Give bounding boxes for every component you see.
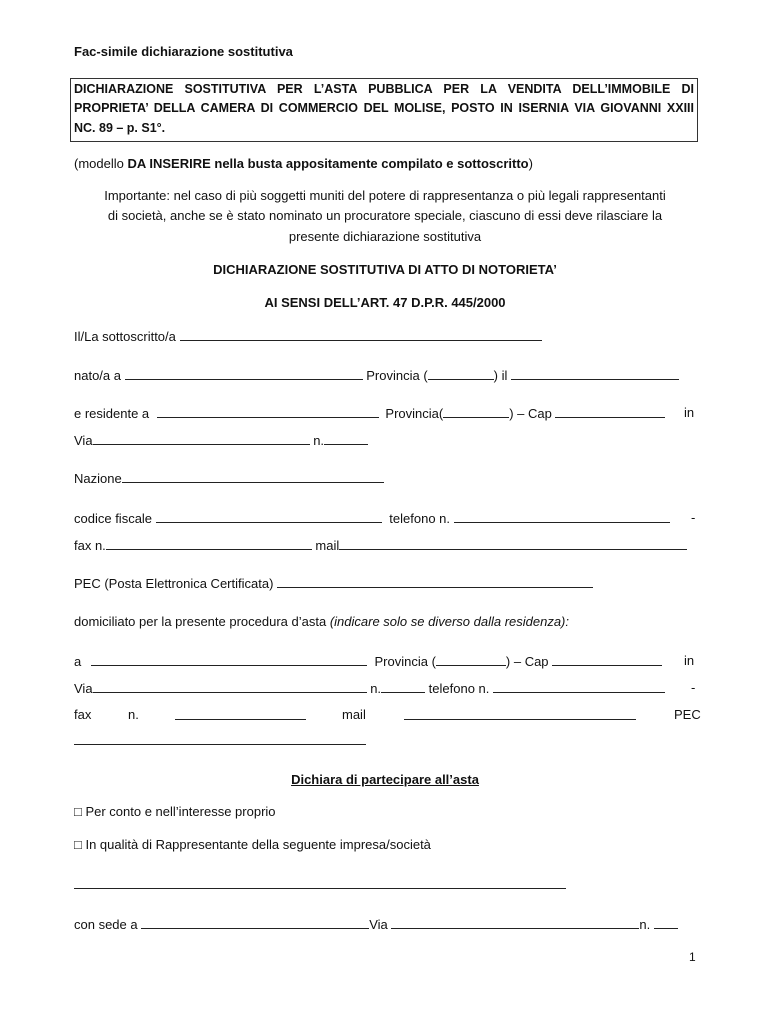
label-in-dom: in [684, 653, 695, 668]
importante-line-3: presente dichiarazione sostitutiva [288, 229, 482, 244]
field-telefono[interactable] [454, 510, 670, 523]
field-via-sede[interactable] [391, 916, 639, 929]
field-fax-dom-wrap [175, 707, 306, 723]
label-nato: nato/a a [74, 368, 121, 383]
modello-bold: DA INSERIRE nella busta appositamente compilato e sottoscritto [127, 156, 529, 171]
label-domiciliato-note: (indicare solo se diverso dalla residenza): [329, 614, 570, 629]
dash-1: - [691, 510, 696, 525]
field-luogo-nascita[interactable] [125, 367, 363, 380]
label-pec-dom: PEC [674, 707, 701, 722]
label-n-dom: n. [370, 681, 382, 696]
field-via[interactable] [93, 432, 310, 445]
field-provincia-dom[interactable] [436, 653, 506, 666]
field-domicilio[interactable] [91, 653, 367, 666]
field-pec-dom[interactable] [74, 732, 366, 745]
field-fax[interactable] [106, 537, 312, 550]
row-sede [74, 916, 678, 932]
option-rappresentante[interactable]: □ In qualità di Rappresentante della seguente impresa/società [74, 837, 431, 852]
field-data-nascita[interactable] [511, 367, 679, 380]
field-via-dom[interactable] [93, 680, 367, 693]
field-provincia-res[interactable] [443, 405, 509, 418]
field-civico-sede[interactable] [654, 916, 678, 929]
modello-post: ) [528, 156, 533, 171]
label-mail: mail [315, 538, 340, 553]
section-dichiara: Dichiara di partecipare all’asta [291, 772, 479, 787]
row-domiciliato [74, 614, 569, 629]
field-nazione[interactable] [122, 470, 384, 483]
row-codice-fiscale [74, 510, 670, 526]
title-box [70, 78, 698, 142]
label-in: in [684, 405, 695, 420]
label-n-fax-dom: n. [128, 707, 139, 722]
field-fax-dom[interactable] [175, 707, 306, 720]
field-cap[interactable] [555, 405, 665, 418]
label-provincia-res: Provincia( [385, 406, 444, 421]
label-telefono-dom: telefono n. [428, 681, 490, 696]
label-via-sede: Via [369, 917, 388, 932]
label-cap: ) – Cap [509, 406, 552, 421]
dash-2: - [691, 680, 696, 695]
row-via-dom [74, 680, 665, 696]
label-telefono: telefono n. [389, 511, 451, 526]
page-number: 1 [689, 950, 696, 964]
field-societa[interactable] [74, 876, 566, 889]
row-pec [74, 575, 593, 591]
field-civico[interactable] [324, 432, 368, 445]
label-codice-fiscale: codice fiscale [74, 511, 153, 526]
label-provincia-dom: Provincia ( [374, 654, 436, 669]
row-fax [74, 537, 687, 553]
label-sottoscritto: Il/La sottoscritto/a [74, 329, 176, 344]
field-codice-fiscale[interactable] [156, 510, 382, 523]
label-domiciliato: domiciliato per la presente procedura d’asta [74, 614, 327, 629]
field-societa-wrap [74, 876, 566, 892]
field-residenza[interactable] [157, 405, 379, 418]
label-mail-dom: mail [342, 707, 366, 722]
label-cap-dom: ) – Cap [505, 654, 549, 669]
label-provincia: Provincia ( [366, 368, 428, 383]
row-sottoscritto [74, 328, 542, 344]
row-domicilio-a [74, 653, 662, 669]
title-box-line-2: PROPRIETA’ DELLA CAMERA DI COMMERCIO DEL MOLISE, POSTO IN ISERNIA VIA GIOVANNI XXIII [74, 101, 694, 115]
label-a: a [74, 654, 82, 669]
section-title-notorieta: DICHIARAZIONE SOSTITUTIVA DI ATTO DI NOTORIETA’ [213, 262, 557, 277]
modello-note [74, 156, 533, 171]
modello-pre: (modello [74, 156, 128, 171]
importante-line-2: di società, anche se è stato nominato un procuratore speciale, ciascuno di essi deve rilasciare la [107, 208, 663, 223]
field-pec[interactable] [277, 575, 593, 588]
row-residente [74, 405, 665, 421]
page-header: Fac-simile dichiarazione sostitutiva [74, 44, 293, 59]
title-box-line-3: NC. 89 – p. S1°. [74, 121, 166, 135]
title-box-line-1: DICHIARAZIONE SOSTITUTIVA PER L’ASTA PUBBLICA PER LA VENDITA DELL’IMMOBILE DI [74, 82, 694, 96]
label-n-sede: n. [639, 917, 651, 932]
option-proprio[interactable]: □ Per conto e nell’interesse proprio [74, 804, 276, 819]
label-via: Via [74, 433, 93, 448]
field-mail[interactable] [339, 537, 687, 550]
field-pec-dom-wrap [74, 732, 366, 748]
label-fax-n: fax n. [74, 538, 106, 553]
label-pec-full: PEC (Posta Elettronica Certificata) [74, 576, 274, 591]
field-civico-dom[interactable] [381, 680, 425, 693]
row-nato [74, 367, 679, 383]
field-sottoscritto[interactable] [180, 328, 542, 341]
field-telefono-dom[interactable] [493, 680, 665, 693]
field-sede[interactable] [141, 916, 369, 929]
row-via [74, 432, 368, 448]
field-provincia-nascita[interactable] [428, 367, 494, 380]
label-il: ) il [493, 368, 508, 383]
field-mail-dom-wrap [404, 707, 636, 723]
label-via-dom: Via [74, 681, 93, 696]
label-nazione: Nazione [74, 471, 122, 486]
section-title-dpr: AI SENSI DELL’ART. 47 D.P.R. 445/2000 [264, 295, 506, 310]
label-fax-dom: fax [74, 707, 92, 722]
importante-line-1: Importante: nel caso di più soggetti muniti del potere di rappresentanza o più legali rappresentanti [104, 188, 666, 203]
field-mail-dom[interactable] [404, 707, 636, 720]
field-cap-dom[interactable] [552, 653, 662, 666]
label-n: n. [313, 433, 325, 448]
row-nazione [74, 470, 384, 486]
label-residente: e residente a [74, 406, 150, 421]
label-con-sede: con sede a [74, 917, 138, 932]
